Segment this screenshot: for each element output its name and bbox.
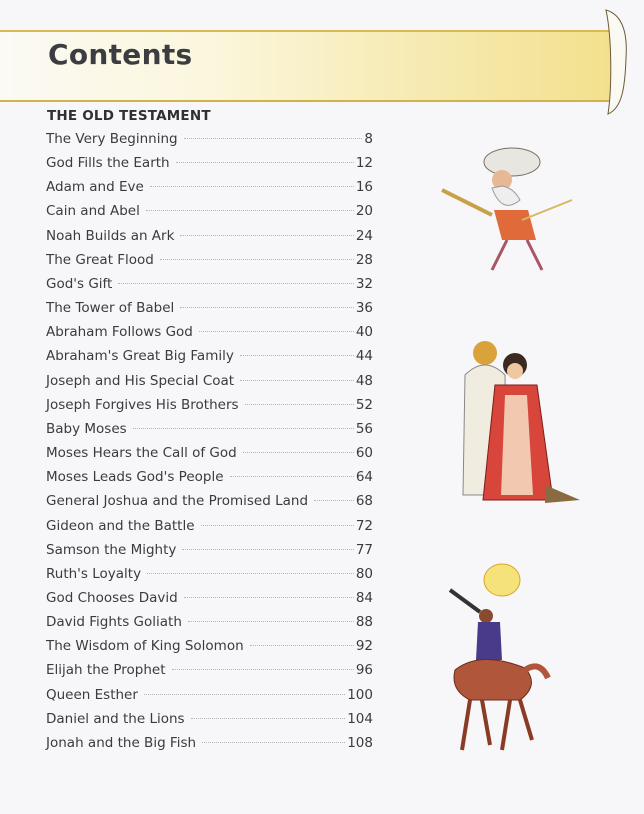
toc-entry[interactable] [46,373,373,397]
toc-entry-title: Cain and Abel [46,203,140,220]
toc-entry[interactable] [46,493,373,517]
toc-entry[interactable] [46,300,373,324]
section-heading: THE OLD TESTAMENT [47,108,211,124]
toc-entry-title: The Very Beginning [46,131,178,147]
toc-entry-title: Samson the Mighty [46,541,177,558]
toc-entry-title: Moses Hears the Call of God [46,445,237,462]
dot-leader [144,694,345,695]
toc-entry[interactable] [46,252,373,276]
toc-entry-title: Ruth's Loyalty [46,565,142,582]
table-of-contents [46,131,373,759]
toc-entry-title: Joseph and His Special Coat [46,372,235,389]
toc-entry-title: God's Gift [46,275,113,292]
dot-leader [146,210,354,211]
toc-entry-title: The Wisdom of King Solomon [46,638,244,655]
dot-leader [176,162,354,163]
dot-leader [188,621,354,622]
dot-leader [240,355,354,356]
toc-entry-page: 36 [355,300,373,317]
dot-leader [160,259,354,260]
toc-entry[interactable] [46,228,373,252]
toc-entry[interactable] [46,518,373,542]
toc-entry-title: The Great Flood [46,251,154,268]
toc-entry-page: 48 [355,372,373,389]
toc-entry-page: 88 [355,614,373,631]
toc-entry-title: God Chooses David [46,589,178,606]
toc-entry[interactable] [46,662,373,686]
toc-entry-page: 96 [355,662,373,679]
toc-entry-title: Queen Esther [46,686,138,703]
toc-entry-title: David Fights Goliath [46,614,182,631]
toc-entry-title: Jonah and the Big Fish [46,734,197,751]
toc-entry[interactable] [46,276,373,300]
toc-entry[interactable] [46,397,373,421]
dot-leader [184,138,363,139]
toc-entry-page: 40 [355,324,373,341]
page-title: Contents [48,38,193,71]
dot-leader [184,597,354,598]
dot-leader [147,573,354,574]
toc-entry-page: 20 [355,203,373,220]
dot-leader [243,452,354,453]
dot-leader [245,404,354,405]
toc-entry-title: Abraham's Great Big Family [46,348,234,365]
toc-entry-page: 92 [355,638,373,655]
toc-entry-page: 84 [355,589,373,606]
toc-entry-page: 100 [347,686,373,703]
toc-entry-page: 16 [355,179,373,196]
toc-entry-page: 12 [355,155,373,172]
dot-leader [314,500,354,501]
toc-entry-page: 56 [355,420,373,437]
dot-leader [202,742,345,743]
toc-entry-title: Baby Moses [46,420,127,437]
dot-leader [199,331,354,332]
joseph-illustration [445,335,590,510]
toc-entry[interactable] [46,179,373,203]
dot-leader [182,549,353,550]
toc-entry[interactable] [46,566,373,590]
dot-leader [240,380,354,381]
toc-entry[interactable] [46,324,373,348]
toc-entry[interactable] [46,203,373,227]
dot-leader [118,283,353,284]
toc-entry-page: 68 [355,493,373,510]
toc-entry-title: Joseph Forgives His Brothers [46,396,239,413]
dot-leader [133,428,354,429]
toc-entry-page: 108 [347,734,373,751]
toc-entry[interactable] [46,711,373,735]
toc-entry[interactable] [46,348,373,372]
dot-leader [191,718,346,719]
toc-entry-title: Elijah the Prophet [46,662,166,679]
toc-entry[interactable] [46,469,373,493]
toc-entry-page: 24 [355,227,373,244]
toc-entry[interactable] [46,590,373,614]
toc-entry-page: 72 [355,517,373,534]
toc-entry-title: General Joshua and the Promised Land [46,493,309,510]
toc-entry-page: 77 [355,541,373,558]
dot-leader [180,307,354,308]
toc-entry-title: Abraham Follows God [46,324,193,341]
toc-entry-title: Adam and Eve [46,179,144,196]
toc-entry-title: Noah Builds an Ark [46,227,175,244]
toc-entry[interactable] [46,687,373,711]
toc-entry[interactable] [46,638,373,662]
toc-entry[interactable] [46,735,373,759]
dot-leader [150,186,354,187]
toc-entry-page: 32 [355,275,373,292]
toc-entry-page: 60 [355,445,373,462]
toc-entry-page: 80 [355,565,373,582]
dot-leader [230,476,354,477]
dot-leader [250,645,354,646]
toc-entry-title: Gideon and the Battle [46,517,195,534]
toc-entry-title: The Tower of Babel [46,300,175,317]
elijah-on-camel-illustration [440,560,555,760]
dot-leader [180,235,353,236]
dot-leader [172,669,354,670]
toc-entry-title: God Fills the Earth [46,155,170,172]
scroll-end-illustration [600,8,630,116]
toc-entry-page: 52 [355,396,373,413]
toc-entry-title: Moses Leads God's People [46,469,224,486]
toc-entry-page: 64 [355,469,373,486]
toc-entry[interactable] [46,421,373,445]
dot-leader [201,525,354,526]
toc-entry[interactable] [46,542,373,566]
toc-entry-title: Daniel and the Lions [46,710,185,727]
toc-entry-page: 28 [355,251,373,268]
toc-entry-page: 44 [355,348,373,365]
toc-entry-page: 8 [364,131,373,147]
toc-entry[interactable] [46,445,373,469]
toc-entry-page: 104 [347,710,373,727]
noah-illustration [432,140,582,280]
toc-entry[interactable] [46,614,373,638]
toc-entry[interactable] [46,131,373,155]
toc-entry[interactable] [46,155,373,179]
